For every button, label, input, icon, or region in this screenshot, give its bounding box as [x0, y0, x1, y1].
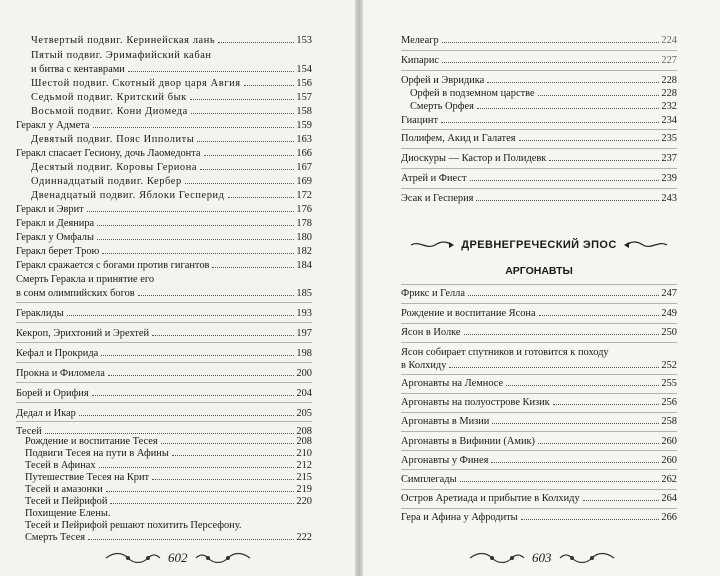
- toc-entry-page: 210: [296, 448, 312, 459]
- toc-entry-title: Гера и Афина у Афродиты: [401, 512, 518, 523]
- toc-entry-page: 249: [661, 308, 677, 319]
- divider: [401, 508, 677, 509]
- toc-entry-page: 255: [661, 378, 677, 389]
- toc-entry-page: 163: [296, 134, 312, 145]
- divider: [401, 469, 677, 470]
- page-number: 603: [532, 550, 552, 565]
- page-number: 602: [168, 550, 188, 565]
- toc-entry-title: Эсак и Гесперия: [401, 193, 474, 204]
- ornament-icon: [104, 551, 162, 565]
- divider: [401, 431, 677, 432]
- toc-entry-title: Кипарис: [401, 55, 440, 66]
- toc-entry-page: 232: [661, 101, 677, 112]
- toc-entry[interactable]: [16, 286, 312, 302]
- toc-entry-title: Геракл спасает Гесиону, дочь Лаомедонта: [16, 148, 201, 159]
- toc-entry-title: Аргонавты в Мизии: [401, 416, 490, 427]
- divider: [16, 362, 312, 363]
- divider: [401, 450, 677, 451]
- divider: [401, 323, 677, 324]
- divider: [401, 412, 677, 413]
- toc-entry-title: Геракл у Омфалы: [16, 232, 94, 243]
- right-folio: [468, 548, 616, 568]
- toc-entry[interactable]: [401, 453, 677, 469]
- toc-entry-page: 235: [661, 133, 677, 144]
- toc-entry-page: 197: [296, 328, 312, 339]
- toc-entry[interactable]: [401, 510, 677, 526]
- toc-entry-page: 178: [296, 218, 312, 229]
- toc-entry-title: Смерть Тесея: [25, 532, 86, 543]
- toc-entry[interactable]: [16, 484, 312, 496]
- divider: [401, 129, 677, 130]
- toc-entry[interactable]: [401, 53, 677, 69]
- toc-entry-page: 237: [661, 153, 677, 164]
- toc-entry-page: 180: [296, 232, 312, 243]
- toc-entry-page: 262: [661, 474, 677, 485]
- toc-entry-page: 204: [296, 388, 312, 399]
- toc-entry[interactable]: [16, 472, 312, 484]
- toc-entry[interactable]: [401, 131, 677, 147]
- toc-entry[interactable]: [401, 191, 677, 207]
- ornament-icon: [194, 551, 252, 565]
- toc-entry-page: 208: [296, 426, 312, 437]
- toc-entry[interactable]: [16, 326, 312, 342]
- toc-entry-page: 176: [296, 204, 312, 215]
- toc-entry-page: 169: [296, 176, 312, 187]
- toc-entry-title: Кефал и Прокрида: [16, 348, 99, 359]
- toc-entry-page: 220: [296, 496, 312, 507]
- toc-entry-page: 260: [661, 436, 677, 447]
- toc-entry-title: Двенадцатый подвиг. Яблоки Гесперид: [31, 190, 225, 201]
- toc-entry-title: Седьмой подвиг. Критский бык: [31, 92, 187, 103]
- toc-entry[interactable]: [401, 325, 677, 341]
- toc-entry-page: 239: [661, 173, 677, 184]
- toc-entry-page: 252: [661, 360, 677, 371]
- toc-entry[interactable]: [401, 33, 677, 49]
- toc-entry[interactable]: [401, 286, 677, 302]
- toc-entry[interactable]: [401, 491, 677, 507]
- toc-entry-page: 167: [296, 162, 312, 173]
- toc-entry[interactable]: [16, 386, 312, 402]
- toc-entry[interactable]: [16, 520, 312, 532]
- toc-entry[interactable]: [16, 306, 312, 322]
- toc-entry-title: Орфей и Эвридика: [401, 75, 485, 86]
- toc-entry-title: Борей и Орифия: [16, 388, 89, 399]
- toc-entry-page: 193: [296, 308, 312, 319]
- toc-entry-title: Тесей и Пейрифой решают похитить Персефону.: [25, 520, 242, 531]
- toc-entry-page: 166: [296, 148, 312, 159]
- toc-entry-title: Десятый подвиг. Коровы Гериона: [31, 162, 198, 173]
- divider: [16, 402, 312, 403]
- divider: [401, 489, 677, 490]
- toc-entry-title: Шестой подвиг. Скотный двор царя Авгия: [31, 78, 241, 89]
- toc-entry-title: Одиннадцатый подвиг. Кербер: [31, 176, 182, 187]
- toc-entry-page: 258: [661, 416, 677, 427]
- toc-entry[interactable]: [16, 460, 312, 472]
- toc-entry-title: Геракл у Адмета: [16, 120, 90, 131]
- toc-entry-page: 159: [296, 120, 312, 131]
- divider: [401, 303, 677, 304]
- toc-entry-page: 153: [296, 35, 312, 46]
- toc-entry-title: Рождение и воспитание Ясона: [401, 308, 536, 319]
- toc-entry-page: 184: [296, 260, 312, 271]
- flourish-right-icon: [623, 240, 667, 250]
- toc-entry-title: Смерть Геракла и принятие его: [16, 274, 155, 285]
- toc-entry-page: 154: [296, 64, 312, 75]
- divider: [16, 421, 312, 422]
- toc-entry-title: и битва с кентаврами: [31, 64, 125, 75]
- toc-entry[interactable]: [16, 436, 312, 448]
- toc-entry-page: 185: [296, 288, 312, 299]
- book-gutter: [355, 0, 363, 576]
- toc-entry-title: Девятый подвиг. Пояс Ипполиты: [31, 134, 195, 145]
- toc-entry-page: 198: [296, 348, 312, 359]
- toc-entry-page: 215: [296, 472, 312, 483]
- toc-entry-title: Рождение и воспитание Тесея: [25, 436, 158, 447]
- toc-entry-title: Геракл сражается с богами против гигантов: [16, 260, 210, 271]
- divider: [401, 342, 677, 343]
- toc-entry-title: Геракл и Деянира: [16, 218, 95, 229]
- toc-entry-page: 205: [296, 408, 312, 419]
- toc-entry-page: 227: [661, 55, 677, 66]
- toc-entry-title: Дедал и Икар: [16, 408, 76, 419]
- toc-entry-page: 228: [661, 88, 677, 99]
- toc-entry-title: Симплегады: [401, 474, 457, 485]
- toc-entry-page: 156: [296, 78, 312, 89]
- toc-entry-page: 247: [661, 288, 677, 299]
- toc-entry-title: Аргонавты у Финея: [401, 455, 489, 466]
- toc-entry-title: Ясон в Иолке: [401, 327, 461, 338]
- toc-entry-title: Орфей в подземном царстве: [410, 88, 535, 99]
- divider: [401, 393, 677, 394]
- toc-entry[interactable]: [16, 496, 312, 508]
- toc-entry-page: 224: [661, 35, 677, 46]
- divider: [16, 302, 312, 303]
- toc-entry-title: Кекроп, Эрихтоний и Эрехтей: [16, 328, 150, 339]
- toc-entry-title: Мелеагр: [401, 35, 439, 46]
- toc-entry-title: Смерть Орфея: [410, 101, 474, 112]
- divider: [16, 322, 312, 323]
- toc-entry-title: Прокна и Филомела: [16, 368, 105, 379]
- toc-entry-page: 157: [296, 92, 312, 103]
- toc-entry-page: 264: [661, 493, 677, 504]
- divider: [16, 382, 312, 383]
- toc-entry-title: в Колхиду: [401, 360, 447, 371]
- toc-entry-page: 260: [661, 455, 677, 466]
- toc-entry[interactable]: [401, 472, 677, 488]
- toc-entry-page: 208: [296, 436, 312, 447]
- toc-entry-title: Гиацинт: [401, 115, 439, 126]
- toc-entry-page: 234: [661, 115, 677, 126]
- toc-entry-page: 212: [296, 460, 312, 471]
- toc-entry-title: Тесей в Афинах: [25, 460, 96, 471]
- toc-entry-title: Остров Аретиада и прибытие в Колхиду: [401, 493, 580, 504]
- toc-entry-title: Диоскуры — Кастор и Полидевк: [401, 153, 547, 164]
- divider: [401, 50, 677, 51]
- toc-entry-title: Гераклиды: [16, 308, 64, 319]
- toc-entry[interactable]: [401, 113, 677, 129]
- divider: [401, 148, 677, 149]
- toc-entry-page: 228: [661, 75, 677, 86]
- toc-entry-page: 243: [661, 193, 677, 204]
- flourish-left-icon: [411, 240, 455, 250]
- toc-entry-page: 222: [296, 532, 312, 543]
- toc-entry[interactable]: [401, 306, 677, 322]
- toc-entry-page: 200: [296, 368, 312, 379]
- toc-entry-title: в сонм олимпийских богов: [16, 288, 135, 299]
- epic-heading: [401, 236, 677, 254]
- toc-entry-title: Атрей и Фиест: [401, 173, 467, 184]
- toc-entry[interactable]: [401, 171, 677, 187]
- divider: [401, 374, 677, 375]
- toc-entry-title: Тесей и Пейрифой: [25, 496, 108, 507]
- toc-entry-title: Путешествие Тесея на Крит: [25, 472, 150, 483]
- divider: [401, 284, 677, 285]
- toc-entry-title: Аргонавты в Вифинии (Амик): [401, 436, 536, 447]
- left-folio: [104, 548, 252, 568]
- ornament-icon: [558, 551, 616, 565]
- toc-entry[interactable]: [401, 358, 677, 374]
- toc-entry[interactable]: [16, 406, 312, 422]
- toc-entry-page: 256: [661, 397, 677, 408]
- toc-entry[interactable]: [16, 508, 312, 520]
- toc-entry-title: Полифем, Акид и Галатея: [401, 133, 516, 144]
- toc-entry-title: Четвертый подвиг. Керинейская лань: [31, 35, 216, 46]
- toc-entry-title: Фрикс и Гелла: [401, 288, 465, 299]
- toc-entry[interactable]: [401, 395, 677, 411]
- toc-entry-page: 219: [296, 484, 312, 495]
- toc-entry-title: Тесей и амазонки: [25, 484, 103, 495]
- divider: [16, 342, 312, 343]
- toc-entry-page: 182: [296, 246, 312, 257]
- toc-entry-page: 172: [296, 190, 312, 201]
- toc-entry-title: Тесей: [16, 426, 42, 437]
- toc-entry-page: 250: [661, 327, 677, 338]
- toc-entry-page: 266: [661, 512, 677, 523]
- toc-entry-title: Геракл и Эврит: [16, 204, 84, 215]
- divider: [401, 188, 677, 189]
- toc-entry-title: Пятый подвиг. Эримафийский кабан: [31, 50, 212, 61]
- section-heading: АРГОНАВТЫ: [505, 265, 573, 277]
- toc-entry-page: 158: [296, 106, 312, 117]
- toc-entry-title: Аргонавты на Лемносе: [401, 378, 504, 389]
- toc-entry[interactable]: [16, 448, 312, 460]
- toc-entry-title: Ясон собирает спутников и готовится к походу: [401, 347, 609, 358]
- toc-entry[interactable]: [401, 376, 677, 392]
- divider: [401, 70, 677, 71]
- toc-entry[interactable]: [401, 151, 677, 167]
- divider: [401, 168, 677, 169]
- toc-entry-title: Аргонавты на полуострове Кизик: [401, 397, 550, 408]
- toc-entry-title: Подвиги Тесея на пути в Афины: [25, 448, 169, 459]
- toc-entry[interactable]: [16, 366, 312, 382]
- toc-entry[interactable]: [401, 414, 677, 430]
- toc-entry-title: Восьмой подвиг. Кони Диомеда: [31, 106, 188, 117]
- toc-entry-title: Геракл берет Трою: [16, 246, 100, 257]
- toc-entry[interactable]: [401, 434, 677, 450]
- toc-entry[interactable]: [16, 346, 312, 362]
- ornament-icon: [468, 551, 526, 565]
- toc-entry[interactable]: [16, 33, 312, 49]
- epic-heading-title: ДРЕВНЕГРЕЧЕСКИЙ ЭПОС: [461, 239, 617, 251]
- toc-entry[interactable]: [16, 532, 312, 544]
- toc-entry-title: Похищение Елены.: [25, 508, 111, 519]
